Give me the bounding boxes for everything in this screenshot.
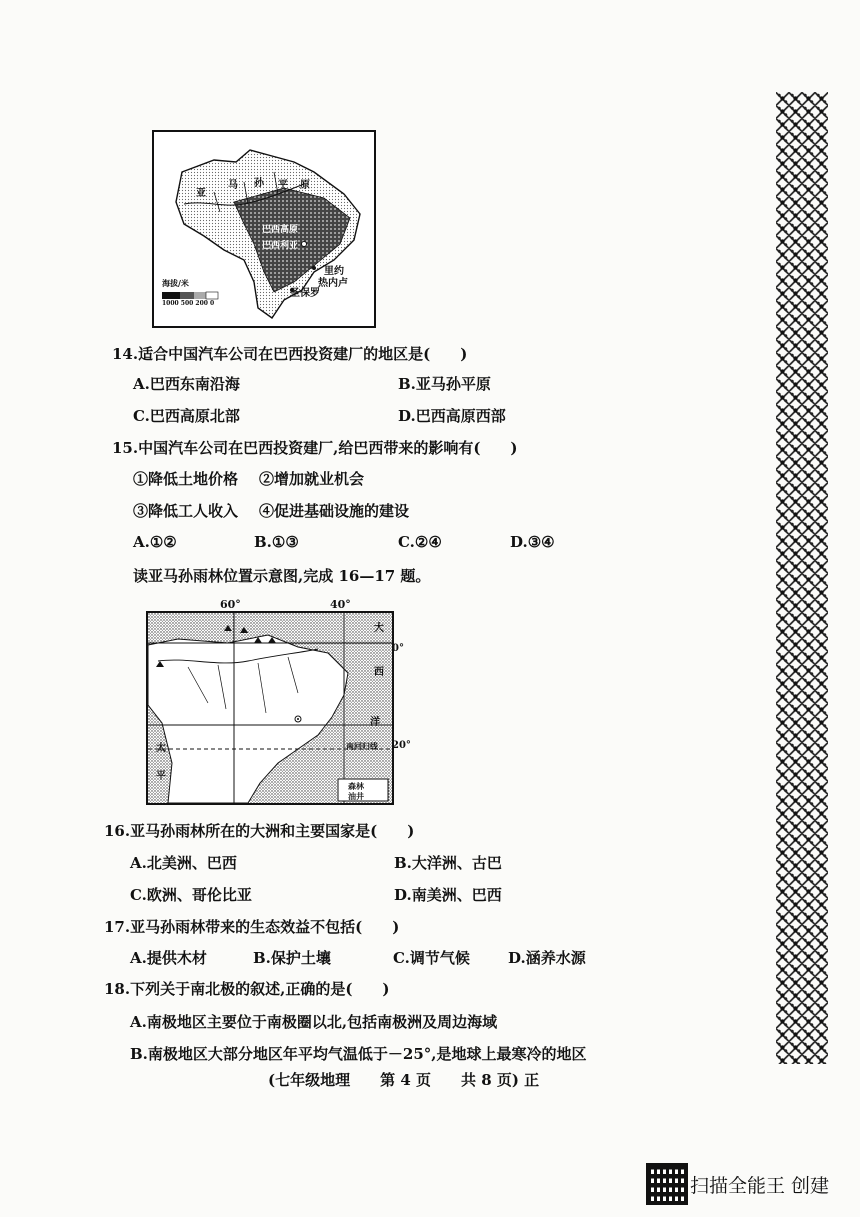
q18-option-b: B.南极地区大部分地区年平均气温低于－25°,是地球上最寒冷的地区 — [130, 1045, 587, 1063]
map2-tropic-label: 南回归线 — [346, 741, 378, 751]
map1-label-brazil-plateau: 巴西高原 — [262, 225, 299, 235]
q15-option-c: C.②④ — [398, 533, 442, 551]
map2-ocean-west-2: 平 — [156, 771, 166, 782]
q14-option-c: C.巴西高原北部 — [133, 407, 240, 425]
q17-option-d: D.涵养水源 — [508, 949, 586, 967]
q14-option-b: B.亚马孙平原 — [398, 375, 491, 393]
map2-ocean-east-3: 洋 — [370, 717, 380, 728]
map1-label-yuan: 原 — [300, 180, 310, 191]
q14-option-d: D.巴西高原西部 — [398, 407, 506, 425]
map1-label-brasilia: 巴西利亚 — [262, 241, 299, 251]
q16-option-a: A.北美洲、巴西 — [130, 854, 237, 872]
map2-intro: 读亚马孙雨林位置示意图,完成 16—17 题。 — [133, 567, 431, 585]
map2-ocean-east-1: 大 — [374, 623, 384, 634]
map2-lat-20: 20° — [392, 740, 411, 751]
q15-item-4: ④促进基础设施的建设 — [259, 502, 410, 520]
map1-label-ma: 马 — [228, 180, 238, 191]
q14-stem: 14.适合中国汽车公司在巴西投资建厂的地区是( ) — [112, 345, 468, 363]
q18-option-a: A.南极地区主要位于南极圈以北,包括南极洲及周边海域 — [130, 1013, 498, 1031]
q14-option-a: A.巴西东南沿海 — [133, 375, 240, 393]
map1-legend-title: 海拔/米 — [162, 278, 189, 288]
q17-option-b: B.保护土壤 — [253, 949, 331, 967]
q16-stem: 16.亚马孙雨林所在的大洲和主要国家是( ) — [104, 822, 415, 840]
q15-item-1: ①降低土地价格 — [133, 470, 239, 488]
decorative-border — [776, 92, 828, 1064]
map2-lon-40: 40° — [330, 598, 351, 611]
q15-item-2: ②增加就业机会 — [259, 470, 365, 488]
map2-legend-forest: 森林 — [348, 781, 364, 791]
amazon-rainforest-map — [146, 611, 394, 805]
map1-label-sao-paulo: 圣保罗 — [290, 288, 320, 299]
q17-option-c: C.调节气候 — [393, 949, 470, 967]
map1-label-ya: 亚 — [196, 188, 206, 199]
q15-stem: 15.中国汽车公司在巴西投资建厂,给巴西带来的影响有( ) — [112, 439, 518, 457]
q18-stem: 18.下列关于南北极的叙述,正确的是( ) — [104, 980, 390, 998]
q15-option-b: B.①③ — [254, 533, 299, 551]
map1-label-rio-2: 热内卢 — [318, 278, 348, 289]
qr-code-icon — [646, 1163, 688, 1205]
amazon-map-svg — [148, 613, 392, 803]
map1-label-sun: 孙 — [254, 178, 264, 189]
map2-lat-0: 0° — [392, 643, 404, 654]
q16-option-d: D.南美洲、巴西 — [394, 886, 502, 904]
map2-legend-oil: 油井 — [348, 791, 364, 801]
q15-option-a: A.①② — [133, 533, 177, 551]
q15-option-d: D.③④ — [510, 533, 555, 551]
map1-label-rio-1: 里约 — [324, 266, 344, 277]
q16-option-b: B.大洋洲、古巴 — [394, 854, 502, 872]
q16-option-c: C.欧洲、哥伦比亚 — [130, 886, 252, 904]
map2-ocean-east-2: 西 — [374, 667, 384, 678]
map1-legend-scale: 1000 500 200 0 — [162, 300, 215, 307]
map2-lon-60: 60° — [220, 598, 241, 611]
q17-stem: 17.亚马孙雨林带来的生态效益不包括( ) — [104, 918, 400, 936]
scanner-watermark: 扫描全能王 创建 — [690, 1175, 830, 1197]
map1-label-ping: 平 — [278, 180, 288, 191]
q15-item-3: ③降低工人收入 — [133, 502, 239, 520]
q17-option-a: A.提供木材 — [130, 949, 207, 967]
map2-ocean-west-1: 太 — [156, 743, 166, 754]
brazil-relief-map — [152, 130, 376, 328]
page-footer: (七年级地理 第 4 页 共 8 页) 正 — [268, 1071, 540, 1089]
